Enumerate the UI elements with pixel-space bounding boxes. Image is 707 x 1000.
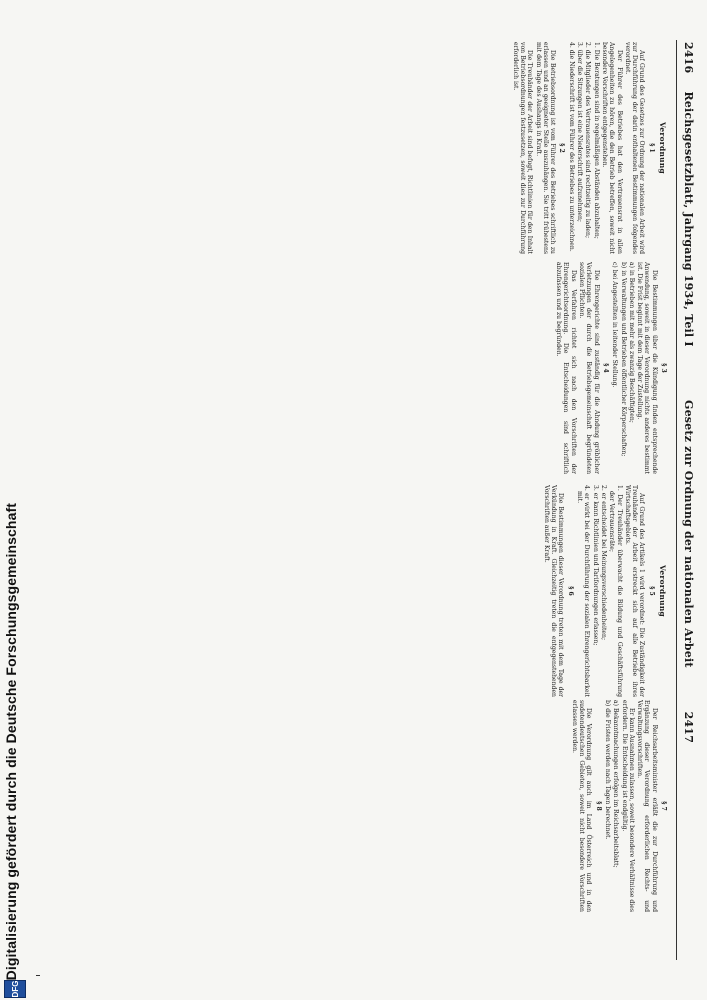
list-item: 2. er entscheidet bei Meinungsverschiedenheiten; <box>599 485 607 641</box>
paragraph-number: § 4 <box>601 363 609 373</box>
paragraph: Der Führer des Betriebes hat den Vertrauensrat in allen Angelegenheiten zu hören, die den Betrieb betreffen, soweit nicht besondere Vorschriften entgegenstehen. <box>600 42 623 254</box>
left-page-header <box>682 42 695 347</box>
paragraph-number: § 1 <box>647 143 655 153</box>
text-column-3 <box>49 485 669 697</box>
paragraph-number: § 2 <box>558 143 566 153</box>
right-page-header <box>682 400 695 743</box>
paragraph: Auf Grund des Gesetzes zur Ordnung der nationalen Arbeit wird zur Durchführung der darin enthaltenen Bestimmungen folgendes verordnet. <box>623 42 646 254</box>
list-item: 2. die Mitglieder des Vertrauensrates sind rechtzeitig zu laden; <box>584 42 592 239</box>
paragraph: Die Ehrengerichte sind zuständig für die Ahndung gröblicher Verletzungen der durch die Betriebsgemeinschaft begründeten sozialen Pflichten. <box>578 262 600 474</box>
list-item: a) Bekanntmachungen erfolgen im Reichsarbeitsblatt; <box>612 700 620 868</box>
paragraph-number: § 6 <box>566 586 574 596</box>
list-item: 1. Die Beratungen sind in regelmäßigen Abständen abzuhalten; <box>592 42 600 239</box>
left-page-number: 2416 <box>682 42 695 74</box>
list-item: a) in Betrieben mit mehr als zwanzig Beschäftigten; <box>627 262 635 423</box>
list-item: 3. über die Sitzungen ist eine Niederschrift aufzunehmen; <box>576 42 584 222</box>
list-item: 4. er wirkt bei der Durchführung der sozialen Ehrengerichtsbarkeit mit. <box>576 485 591 697</box>
left-running-title: Reichsgesetzblatt, Jahrgang 1934, Teil I <box>682 91 695 347</box>
dfg-logo-label: DFG <box>10 980 20 998</box>
text-column-1 <box>49 42 669 254</box>
paragraph-number: § 7 <box>660 801 667 811</box>
paragraph: Die Verordnung gilt auch im Land Österreich und in den sudetendeutschen Gebieten, soweit nicht besondere Vorschriften erlassen werden. <box>570 700 593 912</box>
paragraph: Die Treuhänder der Arbeit sind befugt, Richtlinien für den Inhalt von Betriebsordnungen festzusetzen, soweit dies zur Durchführung erforderlich ist. <box>511 42 534 254</box>
section-heading: Verordnung <box>658 122 667 174</box>
paragraph-number: § 5 <box>647 586 655 596</box>
list-item: b) in Verwaltungen und Betrieben öffentlicher Körperschaften; <box>619 262 627 457</box>
paragraph: Er kann Ausnahmen zulassen, soweit besondere Verhältnisse dies erfordern. Die Entscheidung ist endgültig. <box>620 700 635 912</box>
paragraph: Die Bestimmungen über die Kündigung finden entsprechende Anwendung, soweit in dieser Verordnung nichts anderes bestimmt ist. Die Frist beginnt mit dem Tage der Zustellung. <box>636 262 658 474</box>
right-page-number: 2417 <box>682 711 695 744</box>
list-item: b) die Fristen werden nach Tagen berechnet. <box>603 700 611 840</box>
paragraph: Der Reichsarbeitsminister erläßt die zur Durchführung und Ergänzung dieser Verordnung erforderlichen Rechts- und Verwaltungsvorschriften. <box>636 700 658 912</box>
paragraph: Die Betriebsordnung ist vom Führer des Betriebes schriftlich zu erlassen und an geeigneter Stelle auszuhängen. Sie tritt frühestens mit dem Tage des Aushangs in Kraft. <box>534 42 557 254</box>
list-item: 3. er kann Richtlinien und Tarifordnungen erlassen; <box>591 485 599 646</box>
paragraph: Das Verfahren richtet sich nach den Vorschriften der Ehrengerichtsordnung. Die Entscheidungen sind schriftlich abzufassen und zu begründen. <box>555 262 577 474</box>
paragraph: Auf Grund des Artikels 1 wird verordnet: Die Zuständigkeit der Treuhänder der Arbeit erstreckt sich auf alle Betriebe ihres Wirtschaftsgebiets. <box>623 485 646 697</box>
paragraph-number: § 3 <box>660 363 667 373</box>
text-column-2 <box>49 262 669 474</box>
paragraph: Die Bestimmungen dieser Verordnung treten mit dem Tage der Verkündung in Kraft. Gleichzeitig treten die entgegenstehenden Vorschriften außer Kraft. <box>542 485 565 697</box>
section-heading: Verordnung <box>658 565 667 617</box>
paragraph-number: § 8 <box>594 801 602 811</box>
right-running-title: Gesetz zur Ordnung der nationalen Arbeit <box>682 400 695 668</box>
list-item: c) bei Angestellten in leitender Stellung. <box>611 262 619 388</box>
text-column-4 <box>49 700 669 912</box>
dfg-funding-notice: Digitalisierung gefördert durch die Deutsche Forschungsgemeinschaft <box>3 502 19 980</box>
header-rule <box>676 40 677 960</box>
list-item: 4. die Niederschrift ist vom Führer des Betriebes zu unterzeichnen. <box>567 42 575 252</box>
list-item: 1. Der Treuhänder überwacht die Bildung und Geschäftsführung der Vertrauensräte; <box>608 485 623 697</box>
